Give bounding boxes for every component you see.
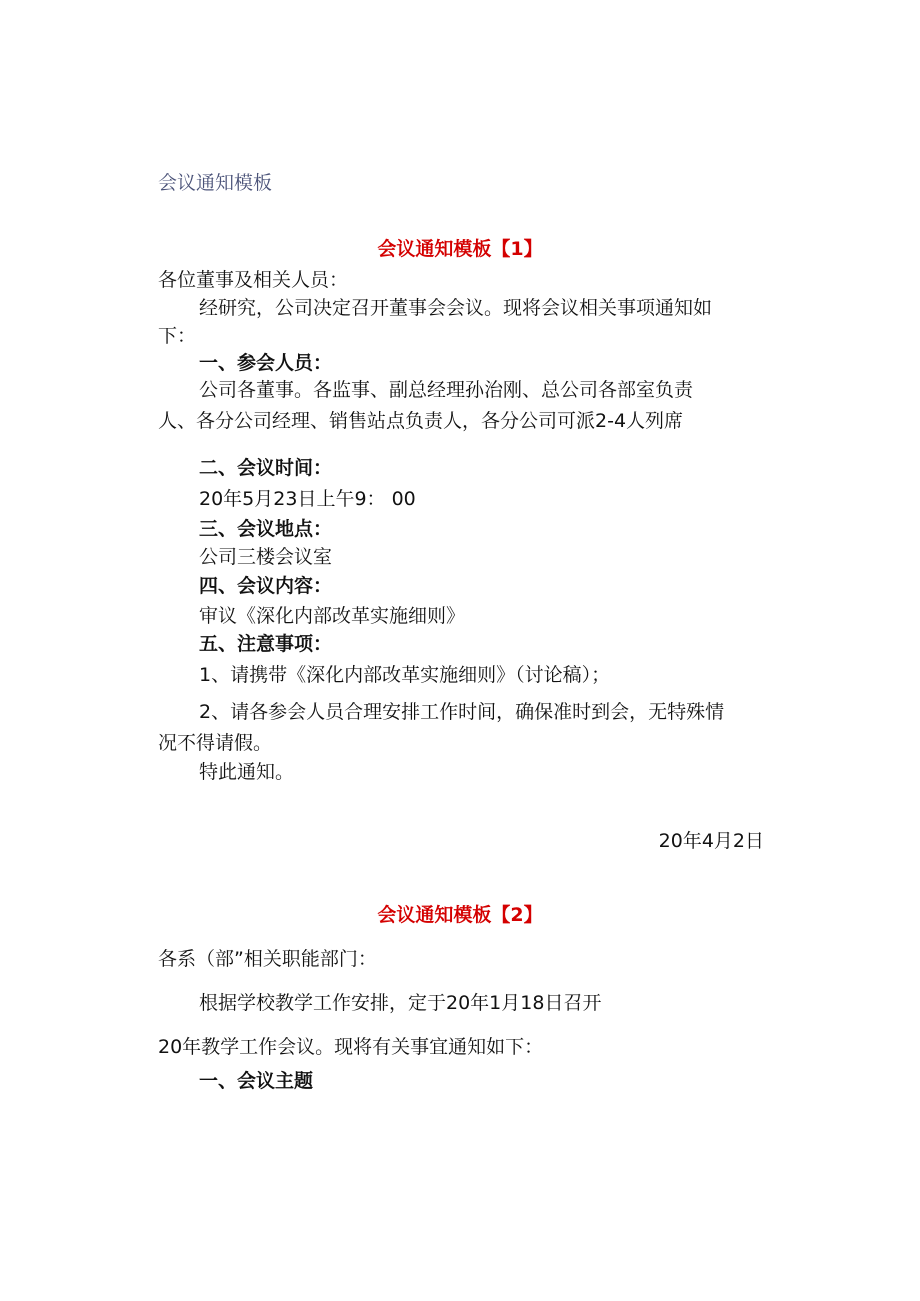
notice2-intro-line1: 根据学校教学工作安排，定于20年1月18日召开 xyxy=(199,992,602,1014)
notice2-salutation: 各系（部”相关职能部门： xyxy=(158,948,377,970)
notice1-section3-heading: 三、会议地点： xyxy=(199,518,333,540)
notice1-section5-item2-line1: 2、请各参会人员合理安排工作时间，确保准时到会，无特殊情 xyxy=(199,701,725,723)
notice1-section4-heading: 四、会议内容： xyxy=(199,575,333,597)
notice1-salutation: 各位董事及相关人员： xyxy=(158,269,349,291)
notice1-section2-heading: 二、会议时间： xyxy=(199,457,333,479)
notice1-title: 会议通知模板【1】 xyxy=(377,238,543,260)
notice1-section1-body-line1: 公司各董事。各监事、副总经理孙治刚、总公司各部室负责 xyxy=(199,379,694,401)
notice1-section4-body: 审议《深化内部改革实施细则》 xyxy=(199,605,466,627)
notice1-section5-item2-line2: 况不得请假。 xyxy=(158,732,273,754)
notice2-section1-heading: 一、会议主题 xyxy=(199,1070,314,1092)
notice1-intro-line2: 下： xyxy=(158,325,197,347)
notice2-intro-line2: 20年教学工作会议。现将有关事宜通知如下： xyxy=(158,1036,544,1058)
notice1-closing: 特此通知。 xyxy=(199,761,295,783)
notice1-section5-item1: 1、请携带《深化内部改革实施细则》（讨论稿）； xyxy=(199,664,611,686)
notice1-date: 20年4月2日 xyxy=(658,830,764,852)
notice1-section1-heading: 一、参会人员： xyxy=(199,352,333,374)
notice1-section2-body: 20年5月23日上午9： 00 xyxy=(199,488,416,510)
notice1-section3-body: 公司三楼会议室 xyxy=(199,546,333,568)
notice1-section1-body-line2: 人、各分公司经理、销售站点负责人，各分公司可派2-4人列席 xyxy=(158,410,684,432)
notice1-intro-line1: 经研究，公司决定召开董事会会议。现将会议相关事项通知如 xyxy=(199,297,713,319)
notice1-section5-heading: 五、注意事项： xyxy=(199,633,333,655)
document-title: 会议通知模板 xyxy=(158,172,273,194)
notice2-title: 会议通知模板【2】 xyxy=(377,904,543,926)
